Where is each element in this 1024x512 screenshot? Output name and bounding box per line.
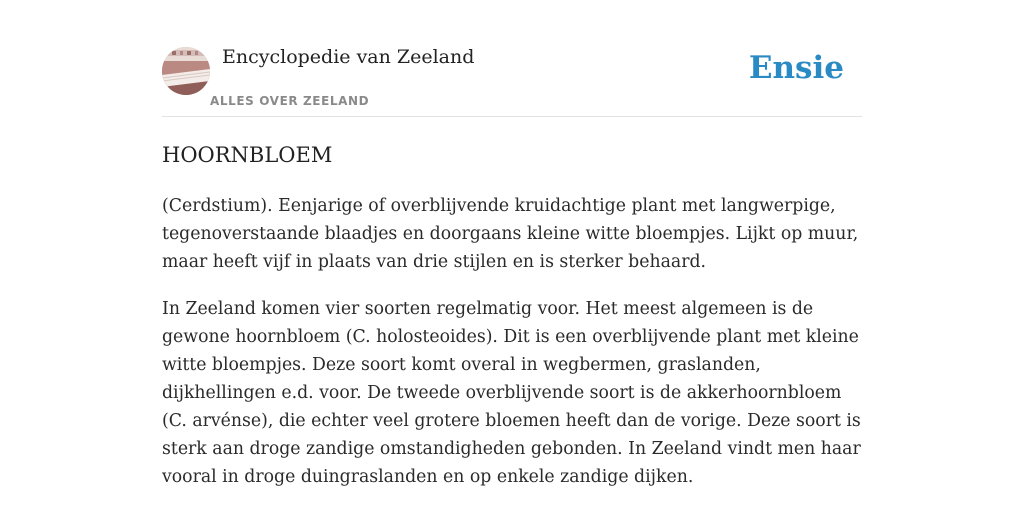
site-tagline: ALLES OVER ZEELAND bbox=[210, 94, 370, 108]
article-paragraph: (Cerdstium). Eenjarige of overblijvende kruidachtige plant met langwerpige, tegenoverstaande blaadjes en doorgaans kleine witte bloempjes. Lijkt op muur, maar heeft vijf in plaats van drie stijlen en is sterker behaard. bbox=[162, 196, 859, 272]
site-header bbox=[162, 44, 862, 117]
site-title[interactable]: Encyclopedie van Zeeland bbox=[222, 46, 475, 68]
article-paragraph: In Zeeland komen vier soorten regelmatig voor. Het meest algemeen is de gewone hoornbloem (C. holosteoides). Dit is een overblijvende plant met kleine witte bloempjes. Deze soort komt overal in wegbermen, graslanden, dijkhellingen e.d. voor. De tweede overblijvende soort is de akkerhoornbloem (C. arvénse), die echter veel grotere bloemen heeft dan de vorige. Deze soort is sterk aan droge zandige omstandigheden gebonden. In Zeeland vindt men haar vooral in droge duingraslanden en op enkele zandige dijken. bbox=[162, 299, 861, 487]
brand-logo[interactable]: Ensie bbox=[748, 50, 844, 86]
book-avatar-icon[interactable] bbox=[162, 47, 210, 95]
article-title: HOORNBLOEM bbox=[162, 143, 333, 167]
article bbox=[162, 140, 866, 510]
